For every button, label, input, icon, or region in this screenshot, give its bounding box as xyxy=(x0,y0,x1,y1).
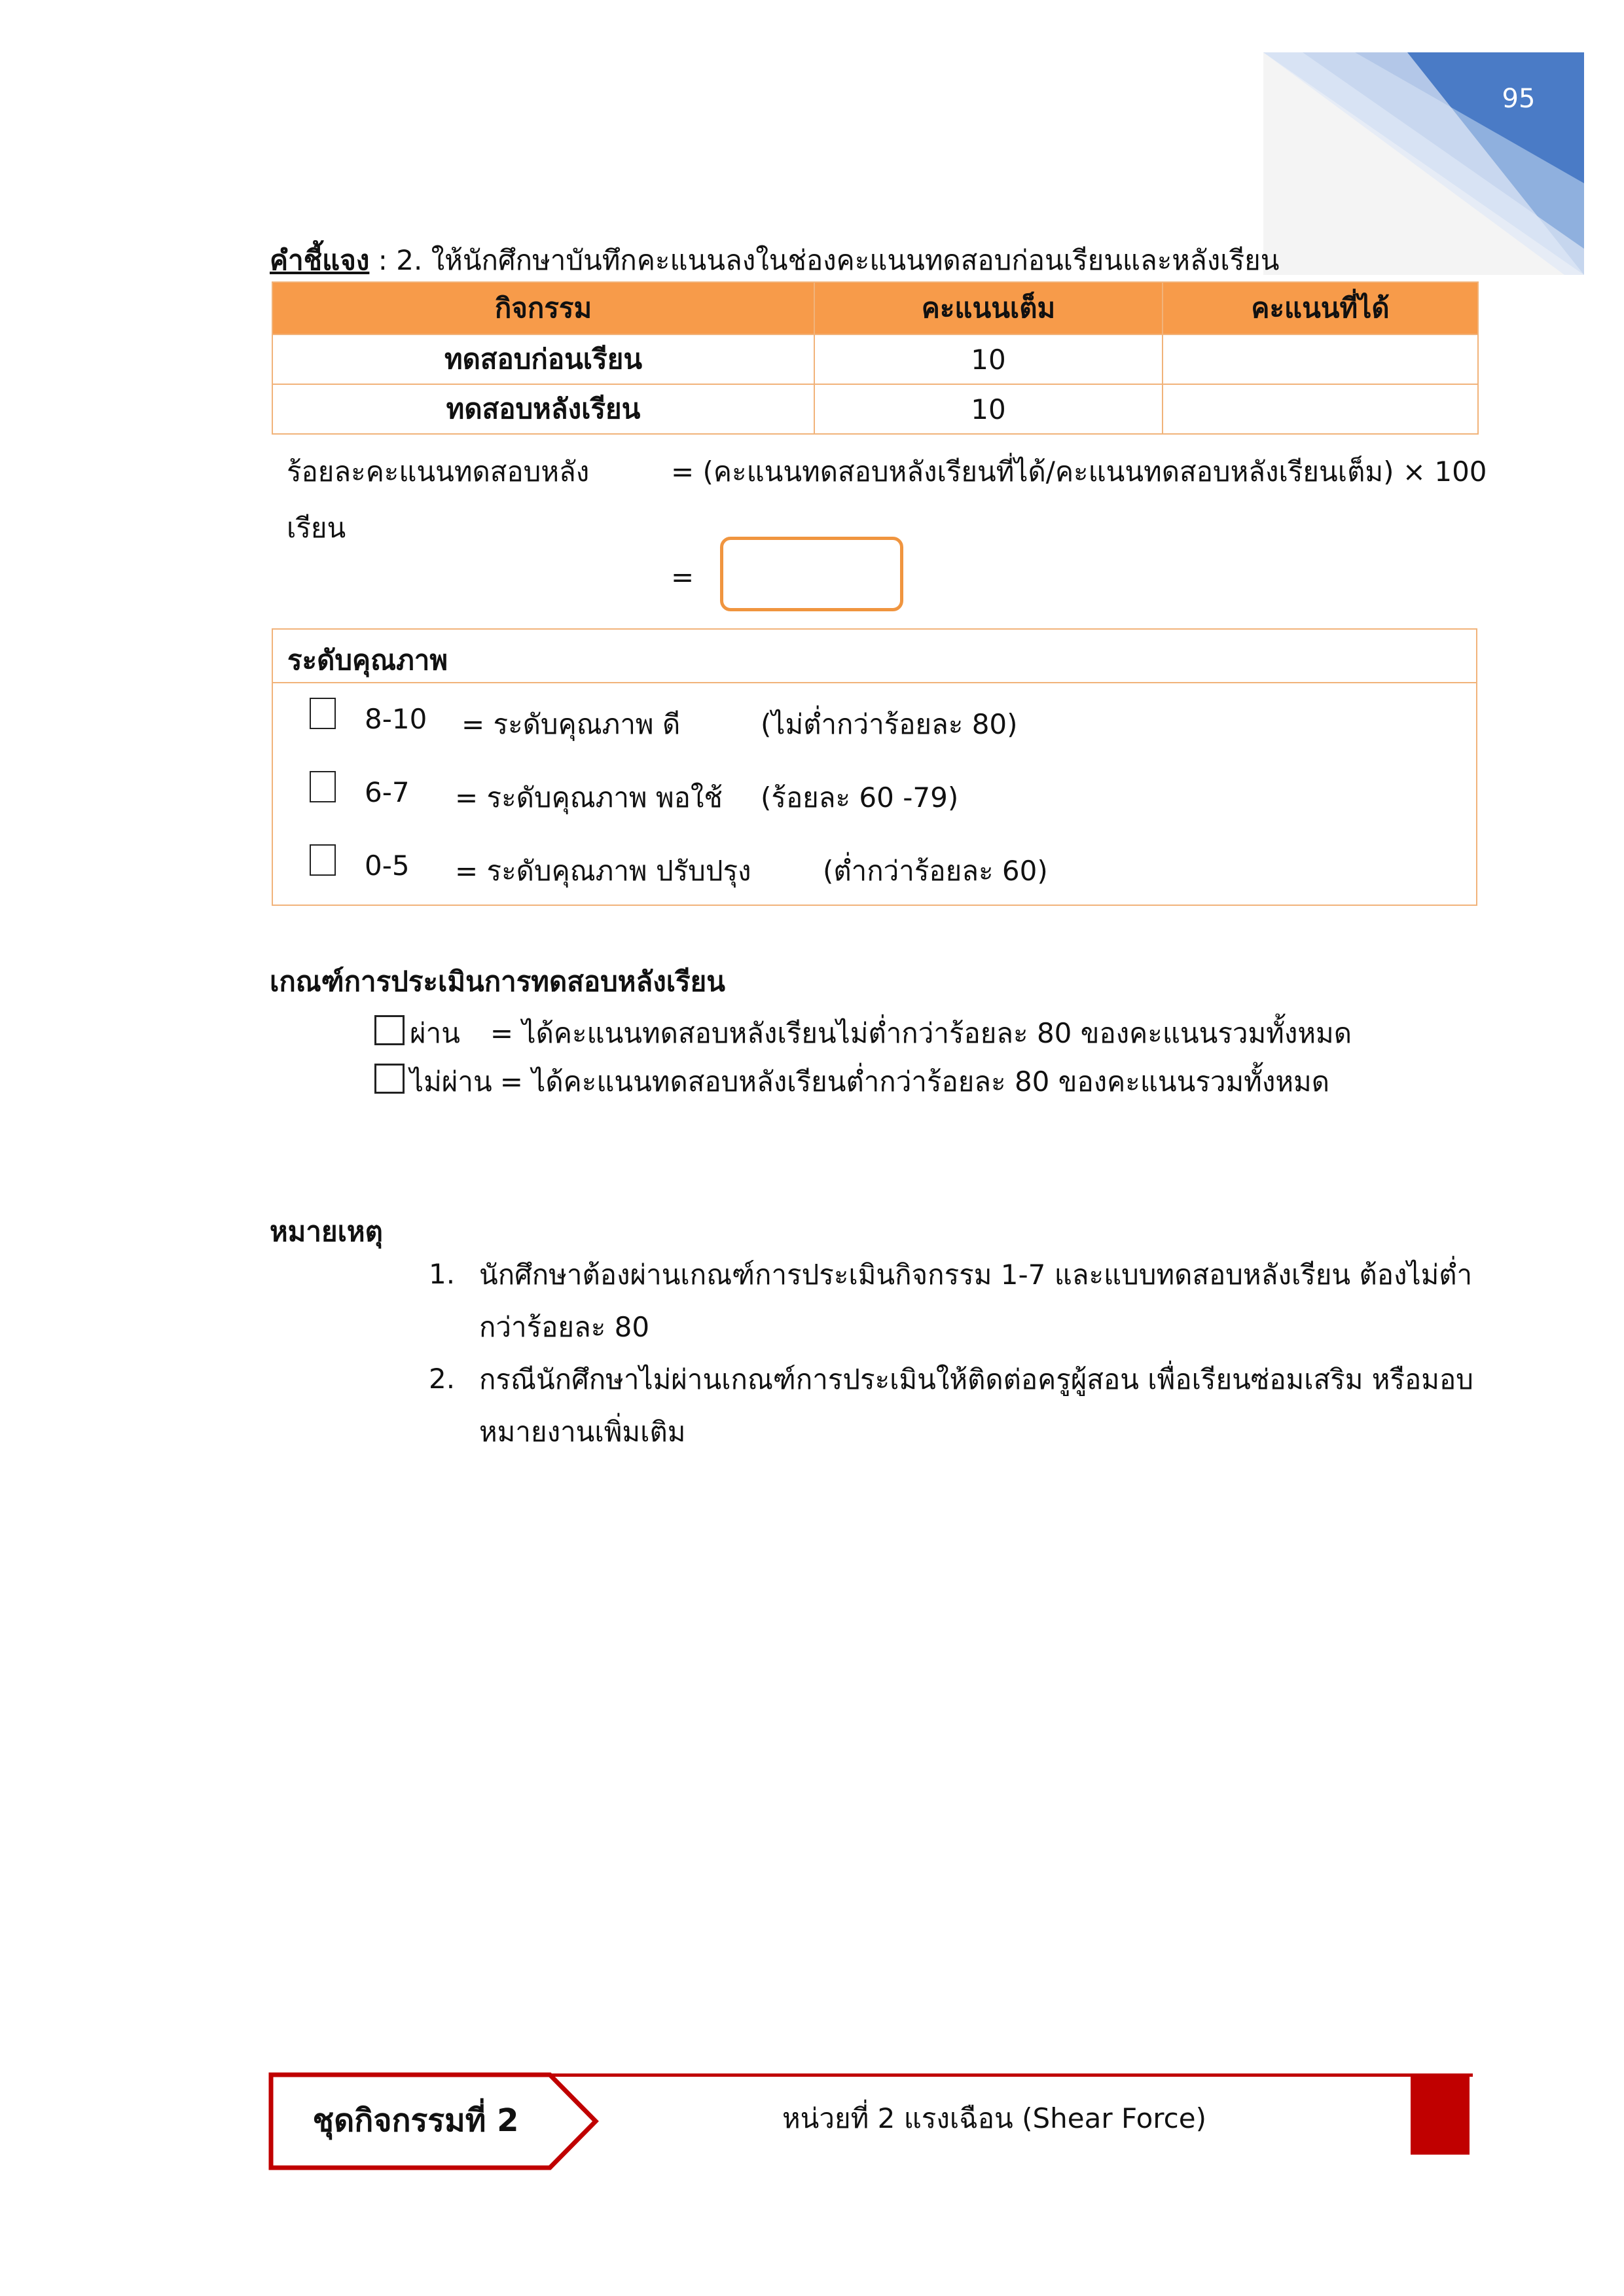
table-row xyxy=(272,334,1478,384)
row-obtained-score[interactable] xyxy=(1163,334,1478,384)
quality-criterion: (ไม่ต่ำกว่าร้อยละ 80) xyxy=(761,708,1018,740)
instruction-label: คำชี้แจง xyxy=(270,244,370,276)
quality-level-title: ระดับคุณภาพ xyxy=(287,644,448,676)
note-number: 1. xyxy=(429,1258,456,1290)
criteria-text: = ได้คะแนนทดสอบหลังเรียนไม่ต่ำกว่าร้อยละ 80 ของคะแนนรวมทั้งหมด xyxy=(490,1017,1352,1049)
quality-level-header xyxy=(273,630,1476,683)
criteria-item-pass xyxy=(374,1012,1352,1051)
quality-level: = ระดับคุณภาพ ดี xyxy=(461,708,681,740)
score-table xyxy=(272,281,1479,435)
quality-checkbox[interactable] xyxy=(310,698,336,729)
quality-range: 6-7 xyxy=(365,776,410,808)
pass-checkbox[interactable] xyxy=(374,1015,405,1045)
row-obtained-score[interactable] xyxy=(1163,384,1478,434)
header-full-score: คะแนนเต็ม xyxy=(814,282,1163,334)
instruction-colon: : xyxy=(369,244,397,276)
row-activity: ทดสอบก่อนเรียน xyxy=(272,334,814,384)
score-table-header xyxy=(272,282,1478,334)
criteria-label: ไม่ผ่าน xyxy=(410,1066,492,1098)
quality-range: 8-10 xyxy=(365,703,427,735)
header-activity: กิจกรรม xyxy=(272,282,814,334)
page-number: 95 xyxy=(1502,84,1536,114)
notes-title: หมายเหตุ xyxy=(270,1215,383,1247)
footer-unit-title: หน่วยที่ 2 แรงเฉือน (Shear Force) xyxy=(782,2102,1206,2134)
fail-checkbox[interactable] xyxy=(374,1064,405,1094)
note-text: กรณีนักศึกษาไม่ผ่านเกณฑ์การประเมินให้ติดต่อครูผู้สอน เพื่อเรียนซ่อมเสริม หรือมอบหมายงานเพิ่มเติม xyxy=(479,1363,1473,1448)
quality-range: 0-5 xyxy=(365,850,410,882)
note-number: 2. xyxy=(429,1363,456,1395)
table-row xyxy=(272,384,1478,434)
quality-criterion: (ต่ำกว่าร้อยละ 60) xyxy=(823,855,1048,887)
quality-checkbox[interactable] xyxy=(310,844,336,876)
criteria-title: เกณฑ์การประเมินการทดสอบหลังเรียน xyxy=(270,965,725,997)
note-text: นักศึกษาต้องผ่านเกณฑ์การประเมินกิจกรรม 1-7 และแบบทดสอบหลังเรียน ต้องไม่ต่ำกว่าร้อยละ 80 xyxy=(479,1259,1473,1343)
instruction-text: 2. ให้นักศึกษาบันทึกคะแนนลงในช่องคะแนนทดสอบก่อนเรียนและหลังเรียน xyxy=(396,244,1280,276)
criteria-text: = ได้คะแนนทดสอบหลังเรียนต่ำกว่าร้อยละ 80 ของคะแนนรวมทั้งหมด xyxy=(499,1066,1329,1098)
footer-activity-set: ชุดกิจกรรมที่ 2 xyxy=(312,2102,519,2139)
quality-level: = ระดับคุณภาพ พอใช้ xyxy=(455,781,723,814)
criteria-item-fail xyxy=(374,1060,1329,1100)
percent-result-box[interactable] xyxy=(720,537,903,611)
percent-equals: = xyxy=(671,561,695,593)
instruction xyxy=(270,241,1279,280)
row-full-score: 10 xyxy=(814,384,1163,434)
row-full-score: 10 xyxy=(814,334,1163,384)
row-activity: ทดสอบหลังเรียน xyxy=(272,384,814,434)
quality-checkbox[interactable] xyxy=(310,771,336,802)
percent-label: ร้อยละคะแนนทดสอบหลัง เรียน xyxy=(287,456,590,544)
criteria-label: ผ่าน xyxy=(410,1017,460,1049)
percent-formula: = (คะแนนทดสอบหลังเรียนที่ได้/คะแนนทดสอบหลังเรียนเต็ม) × 100 xyxy=(671,456,1487,488)
footer-block xyxy=(1411,2073,1470,2155)
quality-criterion: (ร้อยละ 60 -79) xyxy=(761,781,959,814)
quality-level: = ระดับคุณภาพ ปรับปรุง xyxy=(455,855,751,887)
header-obtained-score: คะแนนที่ได้ xyxy=(1163,282,1478,334)
quality-level-box xyxy=(272,628,1477,906)
